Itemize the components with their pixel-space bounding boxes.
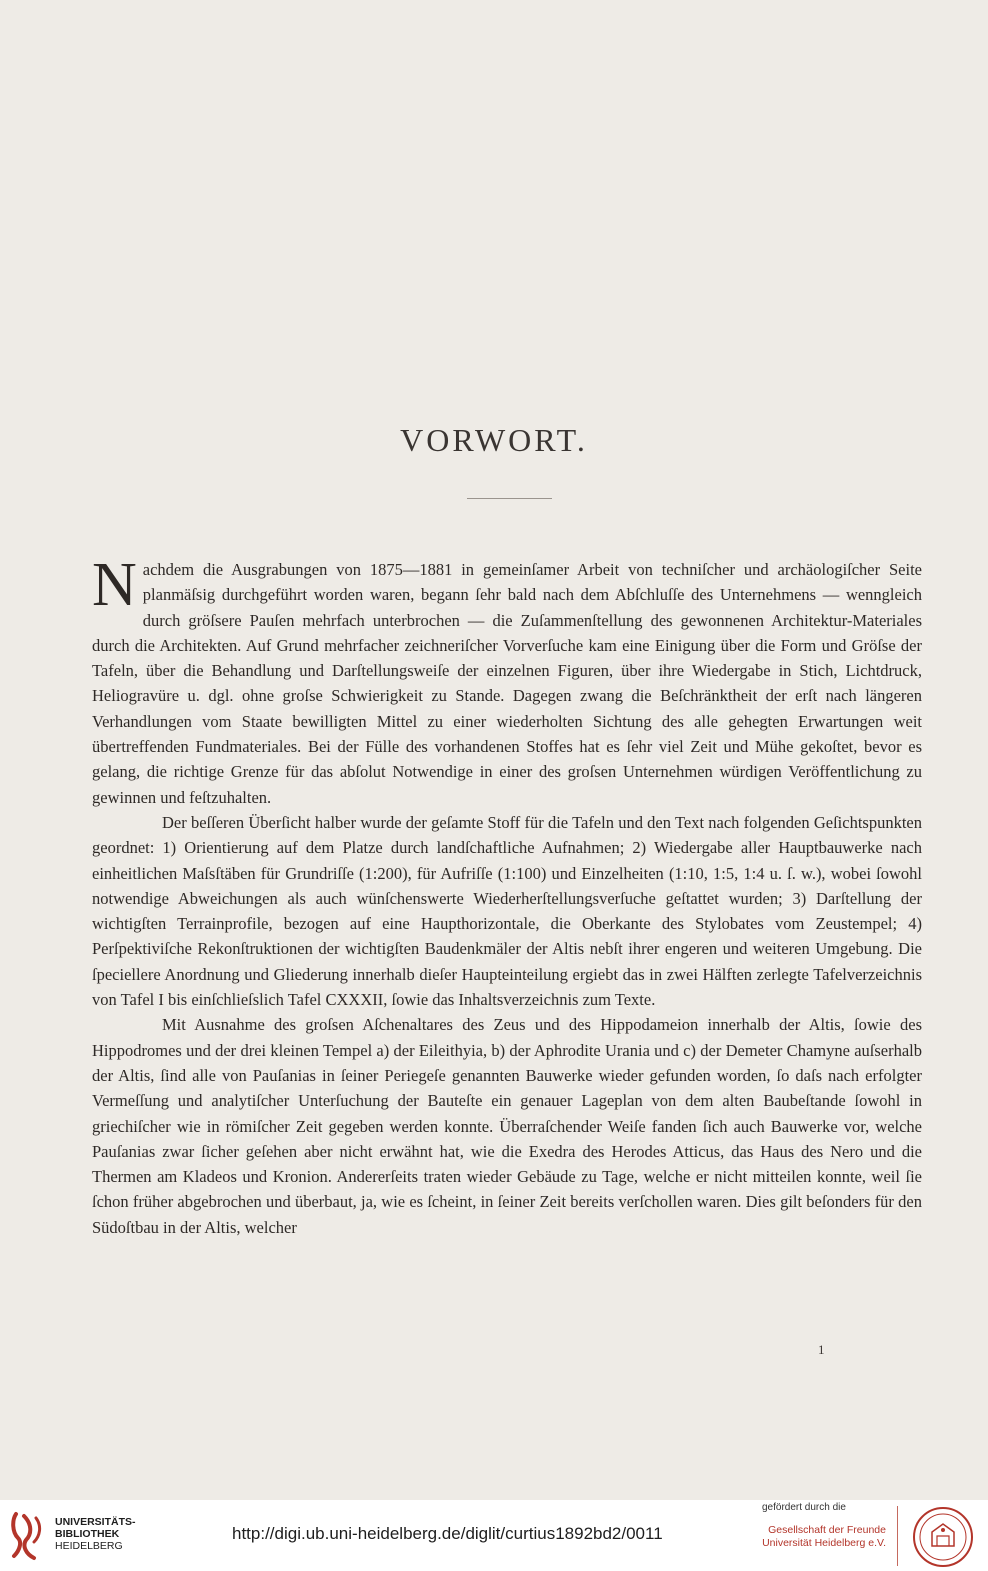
drop-cap: N	[92, 551, 137, 619]
sponsor-line-1: Gesellschaft der Freunde	[768, 1524, 886, 1536]
paragraph-1	[92, 551, 922, 810]
library-line-3: HEIDELBERG	[55, 1540, 123, 1552]
title-divider	[467, 498, 552, 499]
sponsor-name	[760, 1524, 886, 1550]
university-seal-icon	[912, 1506, 974, 1568]
paragraph-1-text: achdem die Ausgrabungen von 1875—1881 in gemeinſamer Arbeit von techniſcher und archäologiſcher Seite planmäſsig durchgeführt worden waren, begann ſehr bald nach dem Abſchluſſe des Unternehmens — wenngleich durch gröſsere Pauſen mehrfach unterbrochen — die Zuſammenſtellung des gewonnenen Architektur-Materiales durch die Architekten. Auf Grund mehrfacher zeichneriſcher Vorverſuche kam eine Einigung über die Form und Gröſse der Tafeln, über die Behandlung und Darſtellungsweiſe der einzelnen Figuren, über ihre Wiedergabe in Stich, Lichtdruck, Heliogravüre u. dgl. ohne groſse Schwierigkeit zu Stande. Dagegen zwang die Beſchränktheit der erſt nach längeren Verhandlungen vom Staate bewilligten Mittel zu einer wiederholten Sichtung des alle gehegten Erwartungen weit übertreffenden Fundmateriales. Bei der Fülle des vorhandenen Stoffes hat es ſehr viel Zeit und Mühe gekoſtet, bevor es gelang, die richtige Grenze für das abſolut Notwendige in einer des groſsen Unternehmen würdigen Veröffentlichung zu gewinnen und feſtzuhalten.	[92, 560, 922, 807]
sponsor-divider	[897, 1506, 898, 1566]
sponsor-label: gefördert durch die	[762, 1502, 846, 1513]
library-line-1: UNIVERSITÄTS-	[55, 1516, 136, 1528]
library-line-2: BIBLIOTHEK	[55, 1528, 120, 1540]
permalink-url[interactable]: http://digi.ub.uni-heidelberg.de/diglit/curtius1892bd2/0011	[232, 1524, 663, 1543]
page-title: VORWORT.	[400, 422, 588, 458]
page-number: 1	[818, 1342, 825, 1357]
library-name	[55, 1516, 136, 1552]
sponsor-line-2: Universität Heidelberg e.V.	[762, 1537, 886, 1549]
university-library-logo-icon	[8, 1510, 48, 1562]
paragraph-3: Mit Ausnahme des groſsen Aſchenaltares des Zeus und des Hippodameion innerhalb der Altis, ſowie des Hippodromes und der drei kleinen Tempel a) der Eileithyia, b) der Aphrodite Urania und c) der Demeter Chamyne auſserhalb der Altis, ſind alle von Pauſanias in ſeiner Periegeſe genannten Bauwerke wieder gefunden worden, ſo daſs nach erfolgter Vermeſſung und analytiſcher Unterſuchung der Bauteſte ein genauer Lageplan von dem alten Baubeſtande ſowohl in griechiſcher wie in römiſcher Zeit gegeben werden konnte. Überraſchender Weiſe fanden ſich auch Bauwerke vor, welche Pauſanias zwar ſicher geſehen aber nicht erwähnt hat, wie die Exedra des Herodes Atticus, das Haus des Nero und die Thermen am Kladeos und Kronion. Andererſeits traten wieder Gebäude zu Tage, welche er nicht mitteilen konnte, weil ſie ſchon früher abgebrochen und überbaut, ja, wie es ſcheint, in ſeiner Zeit bereits verſchollen waren. Dies gilt beſonders für den Südoſtbau in der Altis, welcher	[92, 1015, 922, 1237]
footer-bar	[0, 1500, 988, 1571]
body-text	[92, 551, 922, 1240]
paragraph-2: Der beſſeren Überſicht halber wurde der geſamte Stoff für die Tafeln und den Text nach folgenden Geſichtspunkten geordnet: 1) Orientierung auf dem Platze durch landſchaftliche Aufnahmen; 2) Wiedergabe aller Hauptbauwerke nach einheitlichen Maſsſtäben für Grundriſſe (1:200), für Aufriſſe (1:100) und Einzelheiten (1:10, 1:5, 1:4 u. ſ. w.), wobei ſowohl notwendige Abweichungen als auch wünſchenswerte Wiederherſtellungsverſuche geſtattet wurden; 3) Darſtellung der wichtigſten Terrainprofile, bezogen auf eine Haupthorizontale, die Oberkante des Stylobates vom Zeustempel; 4) Perſpektiviſche Rekonſtruktionen der wichtigſten Baudenkmäler der Altis nebſt ihrer engeren und weiteren Umgebung. Die ſpeciellere Anordnung und Gliederung innerhalb dieſer Haupteinteilung ergiebt das in zwei Hälften zerlegte Tafelverzeichnis von Tafel I bis einſchlieſslich Tafel CXXXII, ſowie das Inhaltsverzeichnis zum Texte.	[92, 812, 922, 1010]
